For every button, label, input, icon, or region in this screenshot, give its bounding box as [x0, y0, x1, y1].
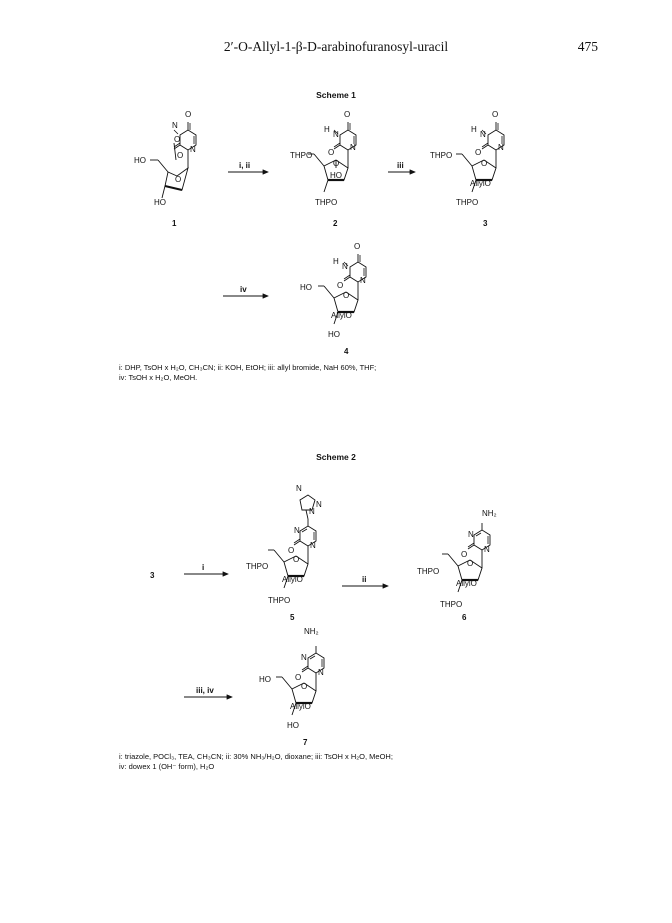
- atom-label: O: [492, 110, 499, 119]
- atom-label: NH₂: [482, 509, 497, 518]
- arrow-s2-2-label: ii: [362, 575, 367, 584]
- atom-label: N: [333, 130, 339, 139]
- atom-label: HO: [287, 721, 299, 730]
- atom-label: O: [328, 148, 335, 157]
- atom-label: O: [333, 159, 340, 168]
- atom-label: HO: [300, 283, 312, 292]
- compound-6-label: 6: [462, 613, 467, 622]
- atom-label: N: [296, 484, 302, 493]
- atom-label: HO: [154, 198, 166, 207]
- atom-label: O: [461, 550, 468, 559]
- arrow-s1-1-label: i, ii: [239, 161, 251, 170]
- arrow-s2-3-label: iii, iv: [196, 686, 214, 695]
- atom-label: HO: [259, 675, 271, 684]
- compound-1-label: 1: [172, 219, 177, 228]
- atom-label: O: [295, 673, 302, 682]
- atom-label: N: [350, 143, 356, 152]
- atom-label: O: [343, 291, 350, 300]
- atom-label: N: [342, 262, 348, 271]
- atom-label: THPO: [417, 567, 440, 576]
- atom-label: N: [309, 507, 315, 516]
- scheme-2-conditions-line-2: iv: dowex 1 (OH⁻ form), H₂O: [119, 762, 215, 771]
- atom-label: O: [344, 110, 351, 119]
- atom-label: O: [288, 546, 295, 555]
- atom-label: O: [354, 242, 361, 251]
- atom-label: O: [175, 175, 182, 184]
- atom-label: O: [301, 682, 308, 691]
- atom-label: THPO: [440, 600, 463, 609]
- compound-2-structure: [290, 110, 356, 207]
- scheme-1-conditions: [119, 363, 376, 383]
- compound-7-structure: [259, 627, 324, 730]
- atom-label: N: [316, 500, 322, 509]
- atom-label: NH₂: [304, 627, 319, 636]
- atom-label: N: [294, 526, 300, 535]
- compound-6-structure: [417, 509, 497, 609]
- scheme-1-title: Scheme 1: [316, 90, 356, 100]
- atom-label: AllylO: [331, 311, 352, 320]
- running-title: 2′-O-Allyl-1-β-D-arabinofuranosyl-uracil: [223, 39, 449, 54]
- atom-label: H: [333, 257, 339, 266]
- atom-label: N: [484, 545, 490, 554]
- compound-1-structure: [134, 110, 196, 207]
- atom-label: HO: [134, 156, 146, 165]
- atom-label: HO: [330, 171, 342, 180]
- arrow-s2-1-label: i: [202, 563, 205, 572]
- arrow-s1-2-label: iii: [397, 161, 404, 170]
- atom-label: N: [468, 530, 474, 539]
- atom-label: N: [190, 145, 196, 154]
- atom-label: AllylO: [282, 575, 303, 584]
- atom-label: O: [185, 110, 192, 119]
- atom-label: O: [293, 555, 300, 564]
- atom-label: THPO: [290, 151, 313, 160]
- atom-label: N: [360, 276, 366, 285]
- atom-label: N: [498, 143, 504, 152]
- atom-label: THPO: [430, 151, 453, 160]
- compound-3-label: 3: [483, 219, 488, 228]
- atom-label: H: [324, 125, 330, 134]
- atom-label: THPO: [456, 198, 479, 207]
- atom-label: N: [480, 130, 486, 139]
- scheme-1-conditions-line-2: iv: TsOH x H₂O, MeOH.: [119, 373, 198, 382]
- compound-7-label: 7: [303, 738, 308, 747]
- scheme-2-start-compound: 3: [150, 571, 155, 580]
- compound-5-structure: [246, 484, 322, 605]
- compound-4-structure: [300, 242, 366, 339]
- atom-label: AllylO: [290, 702, 311, 711]
- compound-5-label: 5: [290, 613, 295, 622]
- scheme-2-conditions-line-1: i: triazole, POCl₃, TEA, CH₃CN; ii: 30% NH₃/H₂O, dioxane; iii: TsOH x H₂O, MeOH;: [119, 752, 393, 761]
- page-number: 475: [577, 39, 598, 54]
- atom-label: N: [301, 653, 307, 662]
- atom-label: THPO: [268, 596, 291, 605]
- atom-label: O: [467, 559, 474, 568]
- atom-label: O: [337, 281, 344, 290]
- atom-label: AllylO: [470, 179, 491, 188]
- compound-3-structure: [430, 110, 504, 207]
- scheme-2-conditions: [119, 752, 393, 772]
- atom-label: H: [471, 125, 477, 134]
- compound-2-label: 2: [333, 219, 338, 228]
- atom-label: THPO: [315, 198, 338, 207]
- atom-label: O: [481, 159, 488, 168]
- compound-4-label: 4: [344, 347, 349, 356]
- scheme-2-title: Scheme 2: [316, 452, 356, 462]
- atom-label: O: [174, 135, 181, 144]
- scheme-1-conditions-line-1: i: DHP, TsOH x H₂O, CH₃CN; ii: KOH, EtOH; iii: allyl bromide, NaH 60%, THF;: [119, 363, 377, 372]
- atom-label: THPO: [246, 562, 269, 571]
- atom-label: O: [475, 148, 482, 157]
- arrow-s1-3-label: iv: [240, 285, 247, 294]
- atom-label: O: [177, 151, 184, 160]
- atom-label: N: [310, 541, 316, 550]
- atom-label: AllylO: [456, 579, 477, 588]
- atom-label: HO: [328, 330, 340, 339]
- atom-label: N: [172, 121, 178, 130]
- atom-label: N: [318, 668, 324, 677]
